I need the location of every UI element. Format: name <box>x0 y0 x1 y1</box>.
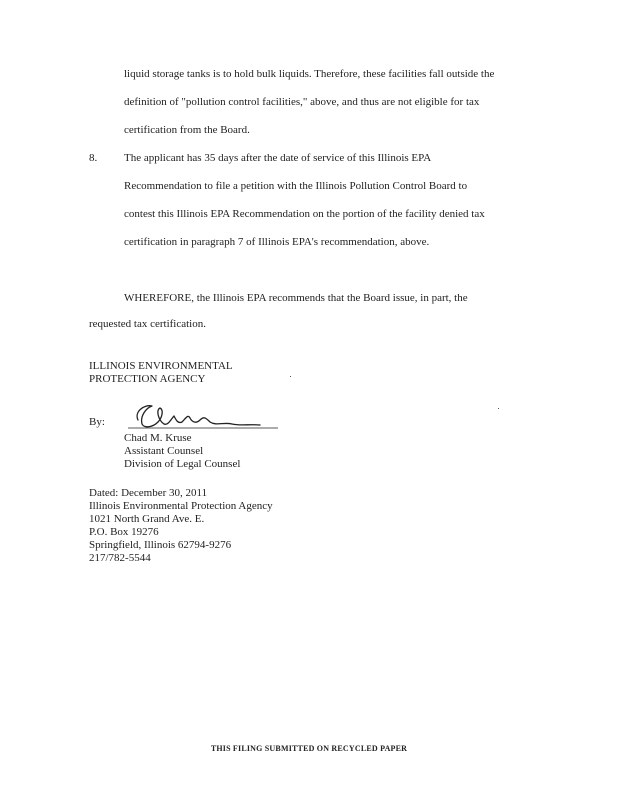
wherefore-line-1: WHEREFORE, the Illinois EPA recommends that the Board issue, in part, the <box>124 292 468 304</box>
po-box: P.O. Box 19276 <box>89 526 159 538</box>
agency-name-line-1: ILLINOIS ENVIRONMENTAL <box>89 360 233 372</box>
paragraph-7-line-1: liquid storage tanks is to hold bulk liquids. Therefore, these facilities fall outside the <box>124 68 495 80</box>
street-address: 1021 North Grand Ave. E. <box>89 513 205 525</box>
phone-number: 217/782-5544 <box>89 552 151 564</box>
signer-division: Division of Legal Counsel <box>124 458 241 470</box>
scan-speck <box>498 408 499 409</box>
paragraph-8-number: 8. <box>89 152 98 164</box>
wherefore-line-2: requested tax certification. <box>89 318 206 330</box>
signer-title: Assistant Counsel <box>124 445 204 457</box>
agency-name-line-2: PROTECTION AGENCY <box>89 373 206 385</box>
agency-org-line: Illinois Environmental Protection Agency <box>89 500 273 512</box>
city-state-zip: Springfield, Illinois 62794-9276 <box>89 539 232 551</box>
paragraph-8-line-4: certification in paragraph 7 of Illinois EPA's recommendation, above. <box>124 236 430 248</box>
paragraph-8-line-3: contest this Illinois EPA Recommendation on the portion of the facility denied tax <box>124 208 485 220</box>
paragraph-8-line-1: The applicant has 35 days after the date of service of this Illinois EPA <box>124 152 432 164</box>
paragraph-7-line-3: certification from the Board. <box>124 124 250 136</box>
paragraph-8-line-2: Recommendation to file a petition with the Illinois Pollution Control Board to <box>124 180 468 192</box>
signer-name: Chad M. Kruse <box>124 432 192 444</box>
by-label: By: <box>89 416 105 428</box>
scan-speck <box>290 376 291 377</box>
recycled-paper-footer: THIS FILING SUBMITTED ON RECYCLED PAPER <box>210 744 408 753</box>
dated-line: Dated: December 30, 2011 <box>89 487 208 499</box>
paragraph-7-line-2: definition of "pollution control facilities," above, and thus are not eligible for tax <box>124 96 480 108</box>
